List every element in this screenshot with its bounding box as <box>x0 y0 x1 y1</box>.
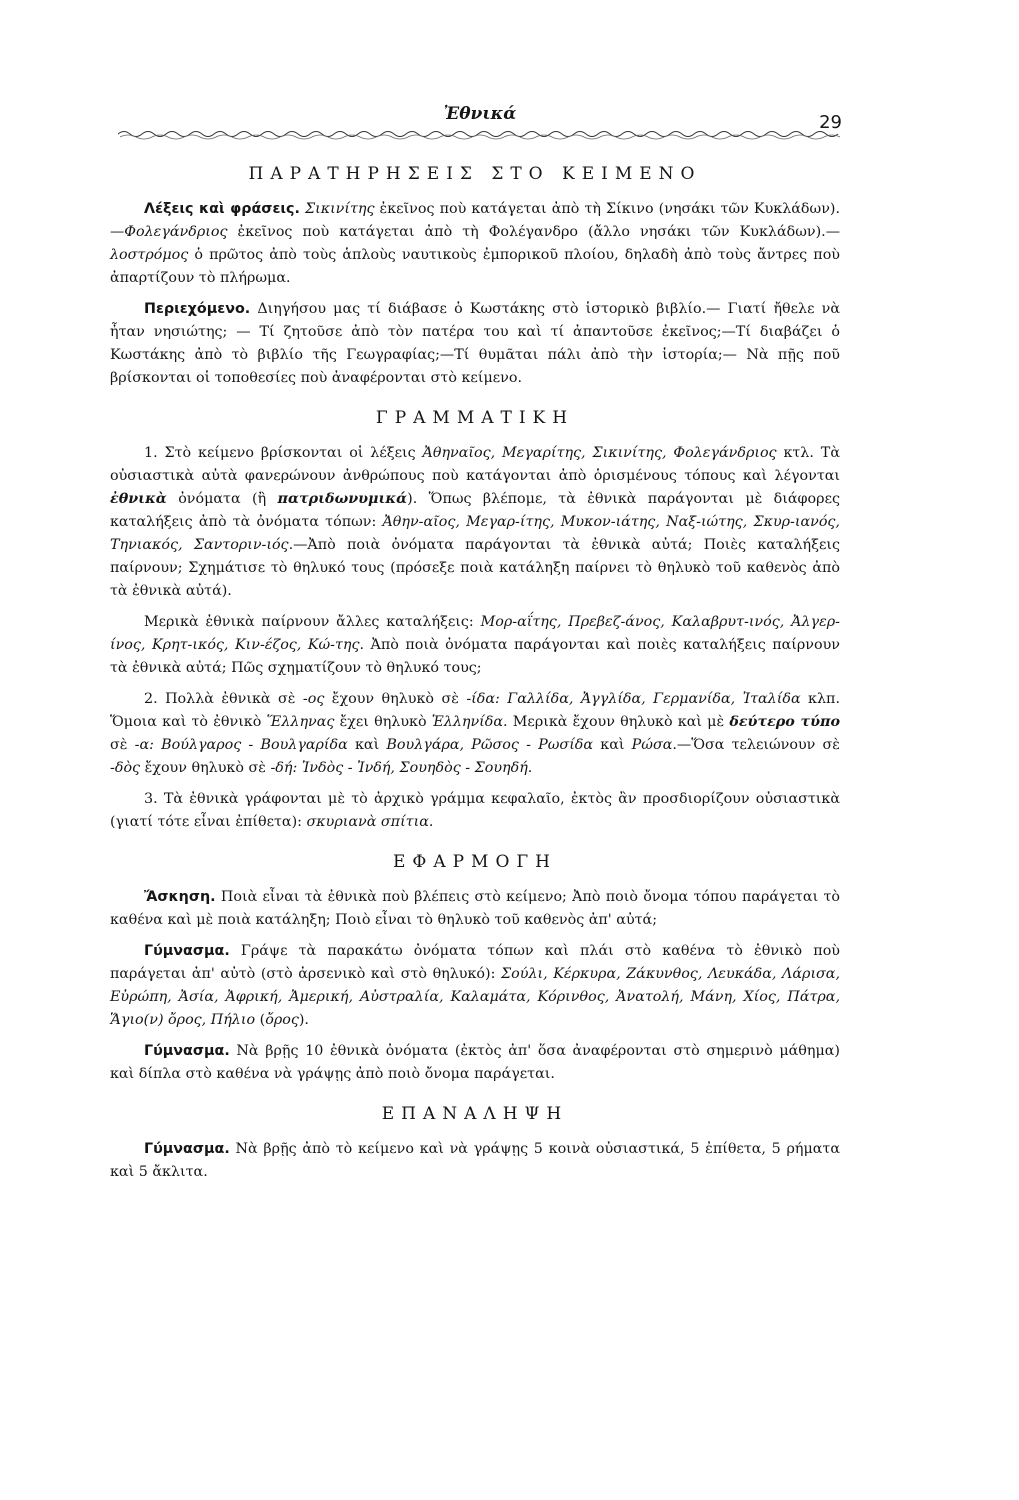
section-title-grammar: ΓΡΑΜΜΑΤΙΚΗ <box>375 408 575 428</box>
text-run: ἐκεῖνος ποὺ κατάγεται ἀπὸ τὴ Σίκινο (νησάκι τῶν Κυκλάδων).— <box>110 201 841 240</box>
italic-run: Ἀθηναῖος, Μεγαρίτης, Σικινίτης, Φολεγάνδριος <box>422 445 777 461</box>
exercise-lead: Γύμνασμα. <box>144 943 230 959</box>
text-run: 2. Πολλὰ ἐθνικὰ σὲ <box>144 691 303 707</box>
italic-run: Ἑλληνίδα <box>431 714 504 730</box>
exercise-lead: Γύμνασμα. <box>144 1141 230 1157</box>
text-run: ἐκεῖνος ποὺ κατάγεται ἀπὸ τὴ Φολέγανδρο (ἄλλο νησάκι τῶν Κυκλάδων).— <box>227 224 840 240</box>
term-lostromos: λοστρόμος <box>110 247 189 263</box>
text-run: Νὰ βρῇς ἀπὸ τὸ κείμενο καὶ νὰ γράψῃς 5 κοινὰ οὐσιαστικά, 5 ἐπίθετα, 5 ρήματα καὶ 5 ἄκλιτα. <box>110 1141 840 1180</box>
section-title-observations: ΠΑΡΑΤΗΡΗΣΕΙΣ ΣΤΟ ΚΕΙΜΕΝΟ <box>248 164 702 184</box>
wavy-rule-ornament <box>118 126 842 142</box>
page-number: 29 <box>819 112 842 133</box>
italic-run: Σούλι, Κέρκυρα, Ζάκυνθος, Λευκάδα, Λάρισα, Εὐρώπη, Ἀσία, Ἀφρική, Ἀμερική, Αὐστραλία, Καλαμάτα, Κόρινθος, Ἀνατολή, Μάνη, Χίος, Πάτρα, Ἅγιο(ν) ὄρος, Πήλιο <box>110 966 841 1028</box>
text-run: ( <box>255 1012 266 1028</box>
content-paragraph <box>110 298 840 390</box>
text-run: . <box>527 760 533 776</box>
italic-run: σκυριανὰ σπίτια <box>306 814 429 830</box>
review-paragraph <box>110 1138 840 1184</box>
italic-run: -ίδα: Γαλλίδα, Ἀγγλίδα, Γερμανίδα, Ἰταλίδα <box>466 691 801 707</box>
italic-run: -α: Βούλγαρος - Βουλγαρίδα <box>134 737 348 753</box>
text-run: .—Ἀπὸ ποιὰ ὀνόματα παράγονται τὰ ἐθνικὰ αὐτά; Ποιὲς καταλήξεις παίρνουν; Σχημάτισε τὸ θηλυκό τους (πρόσεξε ποιὰ κατάληξη παίρνει τὸ θηλυκὸ τοῦ καθενὸς ἀπὸ τὰ ἐθνικὰ αὐτά). <box>110 537 840 599</box>
term-folegandrios: Φολεγάνδριος <box>124 224 228 240</box>
italic-run: -δὸς <box>110 760 141 776</box>
bold-italic-run: ἐθνικὰ <box>110 491 167 507</box>
text-run: σὲ <box>110 737 135 753</box>
words-lead: Λέξεις καὶ φράσεις. <box>144 201 300 217</box>
text-run: καὶ <box>347 737 387 753</box>
text-run: 3. Τὰ ἐθνικὰ γράφονται μὲ τὸ ἀρχικὸ γράμμα κεφαλαῖο, ἐκτὸς ἂν προσδιορίζουν οὐσιαστικὰ (γιατί τότε εἶναι ἐπίθετα): <box>110 791 840 830</box>
italic-run: ὄρος <box>265 1012 299 1028</box>
text-run: κλπ. Ὅμοια καὶ τὸ ἐθνικὸ <box>110 691 840 730</box>
italic-run: Μορ-αΐτης, Πρεβεζ-άνος, Καλαβρυτ-ινός, Ἀλγερ-ίνος, Κρητ-ικός, Κιν-έζος, Κώ-της <box>110 614 840 653</box>
bold-italic-run: πατριδωνυμικά <box>277 491 408 507</box>
exercise-paragraph-1 <box>110 886 840 932</box>
text-run: Διηγήσου μας τί διάβασε ὁ Κωστάκης στὸ ἱστορικὸ βιβλίο.— Γιατί ἤθελε νὰ ἦταν νησιώτης; — Τί ζητοῦσε ἀπὸ τὸν πατέρα του καὶ τί ἀπαντοῦσε ἐκεῖνος;—Τί διαβάζει ὁ Κωστάκης ἀπὸ τὸ βιβλίο τῆς Γεωγραφίας;—Τί θυμᾶται πάλι ἀπὸ τὴν ἱστορία;— Νὰ πῇς ποῦ βρίσκονται οἱ τοποθεσίες ποὺ ἀναφέρονται στὸ κείμενο. <box>110 301 840 386</box>
text-run: καὶ <box>593 737 632 753</box>
bold-italic-run: δεύτερο τύπο <box>729 714 840 730</box>
italic-run: Βουλγάρα, Ρῶσος - Ρωσίδα <box>386 737 594 753</box>
text-run: Μερικὰ ἐθνικὰ παίρνουν ἄλλες καταλήξεις: <box>144 614 481 630</box>
text-run: ἔχουν θηλυκὸ σὲ <box>324 691 467 707</box>
grammar-paragraph-3 <box>110 688 840 780</box>
text-run: . Μερικὰ ἔχουν θηλυκὸ καὶ μὲ <box>503 714 730 730</box>
text-run: . <box>428 814 434 830</box>
text-run: Γράψε τὰ παρακάτω ὀνόματα τόπων καὶ πλάι στὸ καθένα τὸ ἐθνικὸ ποὺ παράγεται ἀπ' αὐτὸ (στὸ ἀρσενικὸ καὶ στὸ θηλυκό): <box>110 943 840 982</box>
term-sikinitis: Σικινίτης <box>304 201 375 217</box>
text-run: . Ἀπὸ ποιὰ ὀνόματα παράγονται καὶ ποιὲς καταλήξεις παίρνουν τὰ ἐθνικὰ αὐτά; Πῶς σχηματίζουν τὸ θηλυκό τους; <box>110 637 840 676</box>
italic-run: Ρώσα <box>631 737 673 753</box>
text-run: ὁ πρῶτος ἀπὸ τοὺς ἁπλοὺς ναυτικοὺς ἐμπορικοῦ πλοίου, δηλαδὴ ἀπὸ τοὺς ἄντρες ποὺ ἀπαρτίζουν τὸ πλήρωμα. <box>110 247 840 286</box>
text-run: κτλ. Τὰ οὐσιαστικὰ αὐτὰ φανερώνουν ἀνθρώπους ποὺ κατάγονται ἀπὸ ὁρισμένους τόπους καὶ λέγονται <box>110 445 840 484</box>
text-run: ὀνόματα (ἢ <box>166 491 278 507</box>
text-run: ἔχει θηλυκὸ <box>334 714 432 730</box>
grammar-paragraph-1 <box>110 442 840 603</box>
exercise-lead: Γύμνασμα. <box>144 1043 230 1059</box>
section-title-review: ΕΠΑΝΑΛΗΨΗ <box>381 1104 569 1124</box>
page-body <box>110 164 840 1192</box>
exercise-paragraph-3 <box>110 1040 840 1086</box>
italic-run: Ἀθην-αῖος, Μεγαρ-ίτης, Μυκον-ιάτης, Ναξ-ιώτης, Σκυρ-ιανός, Τηνιακός, Σαντοριν-ιός <box>110 514 840 553</box>
running-title: Ἐθνικά <box>443 104 517 124</box>
italic-run: -ος <box>302 691 325 707</box>
text-run: 1. Στὸ κείμενο βρίσκονται οἱ λέξεις <box>144 445 423 461</box>
italic-run: Ἕλληνας <box>266 714 335 730</box>
italic-run: -δή: Ἰνδὸς - Ἰνδή, Σουηδὸς - Σουηδή <box>270 760 528 776</box>
exercise-lead: Ἄσκηση. <box>144 889 216 905</box>
words-paragraph <box>110 198 840 290</box>
section-title-application: ΕΦΑΡΜΟΓΗ <box>392 852 558 872</box>
grammar-paragraph-4 <box>110 788 840 834</box>
text-run: .—Ὅσα τελειώνουν σὲ <box>672 737 840 753</box>
grammar-paragraph-2 <box>110 611 840 680</box>
text-run: Ποιὰ εἶναι τὰ ἐθνικὰ ποὺ βλέπεις στὸ κείμενο; Ἀπὸ ποιὸ ὄνομα τόπου παράγεται τὸ καθένα καὶ μὲ ποιὰ κατάληξη; Ποιὸ εἶναι τὸ θηλυκὸ τοῦ καθενὸς ἀπ' αὐτά; <box>110 889 840 928</box>
text-run: ). Ὅπως βλέπομε, τὰ ἐθνικὰ παράγονται μὲ διάφορες καταλήξεις ἀπὸ τὰ ὀνόματα τόπων: <box>110 491 840 530</box>
exercise-paragraph-2 <box>110 940 840 1032</box>
page-header <box>118 104 842 144</box>
text-run: Νὰ βρῇς 10 ἐθνικὰ ὀνόματα (ἐκτὸς ἀπ' ὅσα ἀναφέρονται στὸ σημερινὸ μάθημα) καὶ δίπλα στὸ καθένα νὰ γράψῃς ἀπὸ ποιὸ ὄνομα παράγεται. <box>110 1043 840 1082</box>
text-run: ἔχουν θηλυκὸ σὲ <box>140 760 271 776</box>
text-run: ). <box>298 1012 309 1028</box>
content-lead: Περιεχόμενο. <box>144 301 251 317</box>
